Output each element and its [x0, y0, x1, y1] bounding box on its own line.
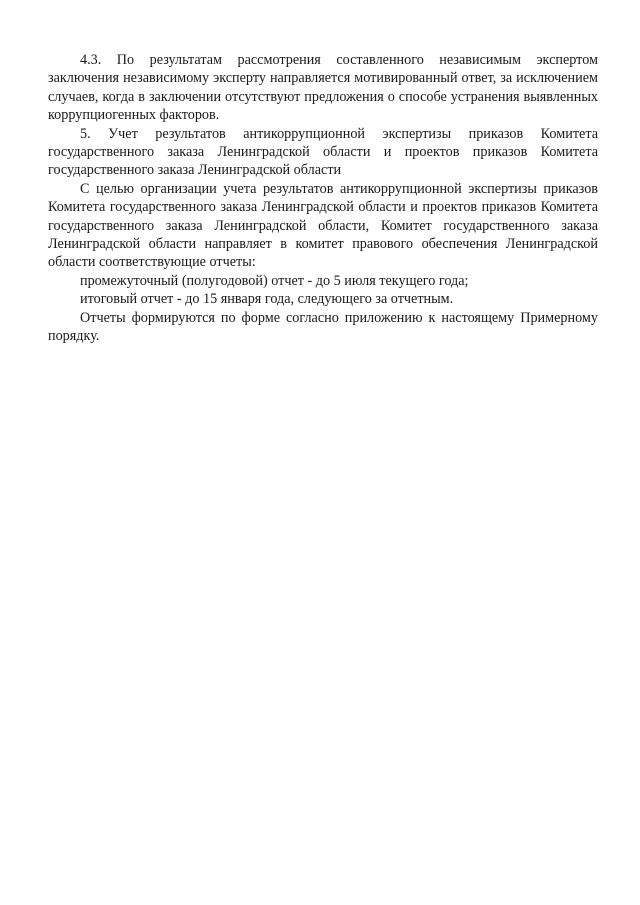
paragraph-report-form: Отчеты формируются по форме согласно приложению к настоящему Примерному порядку. [48, 309, 598, 345]
paragraph-reporting-purpose: С целью организации учета результатов антикоррупционной экспертизы приказов Комитета государственного заказа Ленинградской области и проектов приказов Комитета государственного заказа Ленинградской области, Комитет государственного заказа Ленинградской области направляет в комитет правового обеспечения Ленинградской области соответствующие отчеты: [48, 180, 598, 271]
list-item-final-report: итоговый отчет - до 15 января года, следующего за отчетным. [80, 291, 454, 308]
paragraph-4-3: 4.3. По результатам рассмотрения составленного независимым экспертом заключения независимому эксперту направляется мотивированный ответ, за исключением случаев, когда в заключении отсутствуют предложения о способе устранения выявленных коррупциогенных факторов. [48, 52, 598, 124]
document-body [48, 51, 598, 346]
list-item-interim-report: промежуточный (полугодовой) отчет - до 5 июля текущего года; [80, 272, 469, 289]
section-5-heading: 5. Учет результатов антикоррупционной экспертизы приказов Комитета государственного заказа Ленинградской области и проектов приказов Комитета государственного заказа Ленинградской области [48, 125, 598, 179]
